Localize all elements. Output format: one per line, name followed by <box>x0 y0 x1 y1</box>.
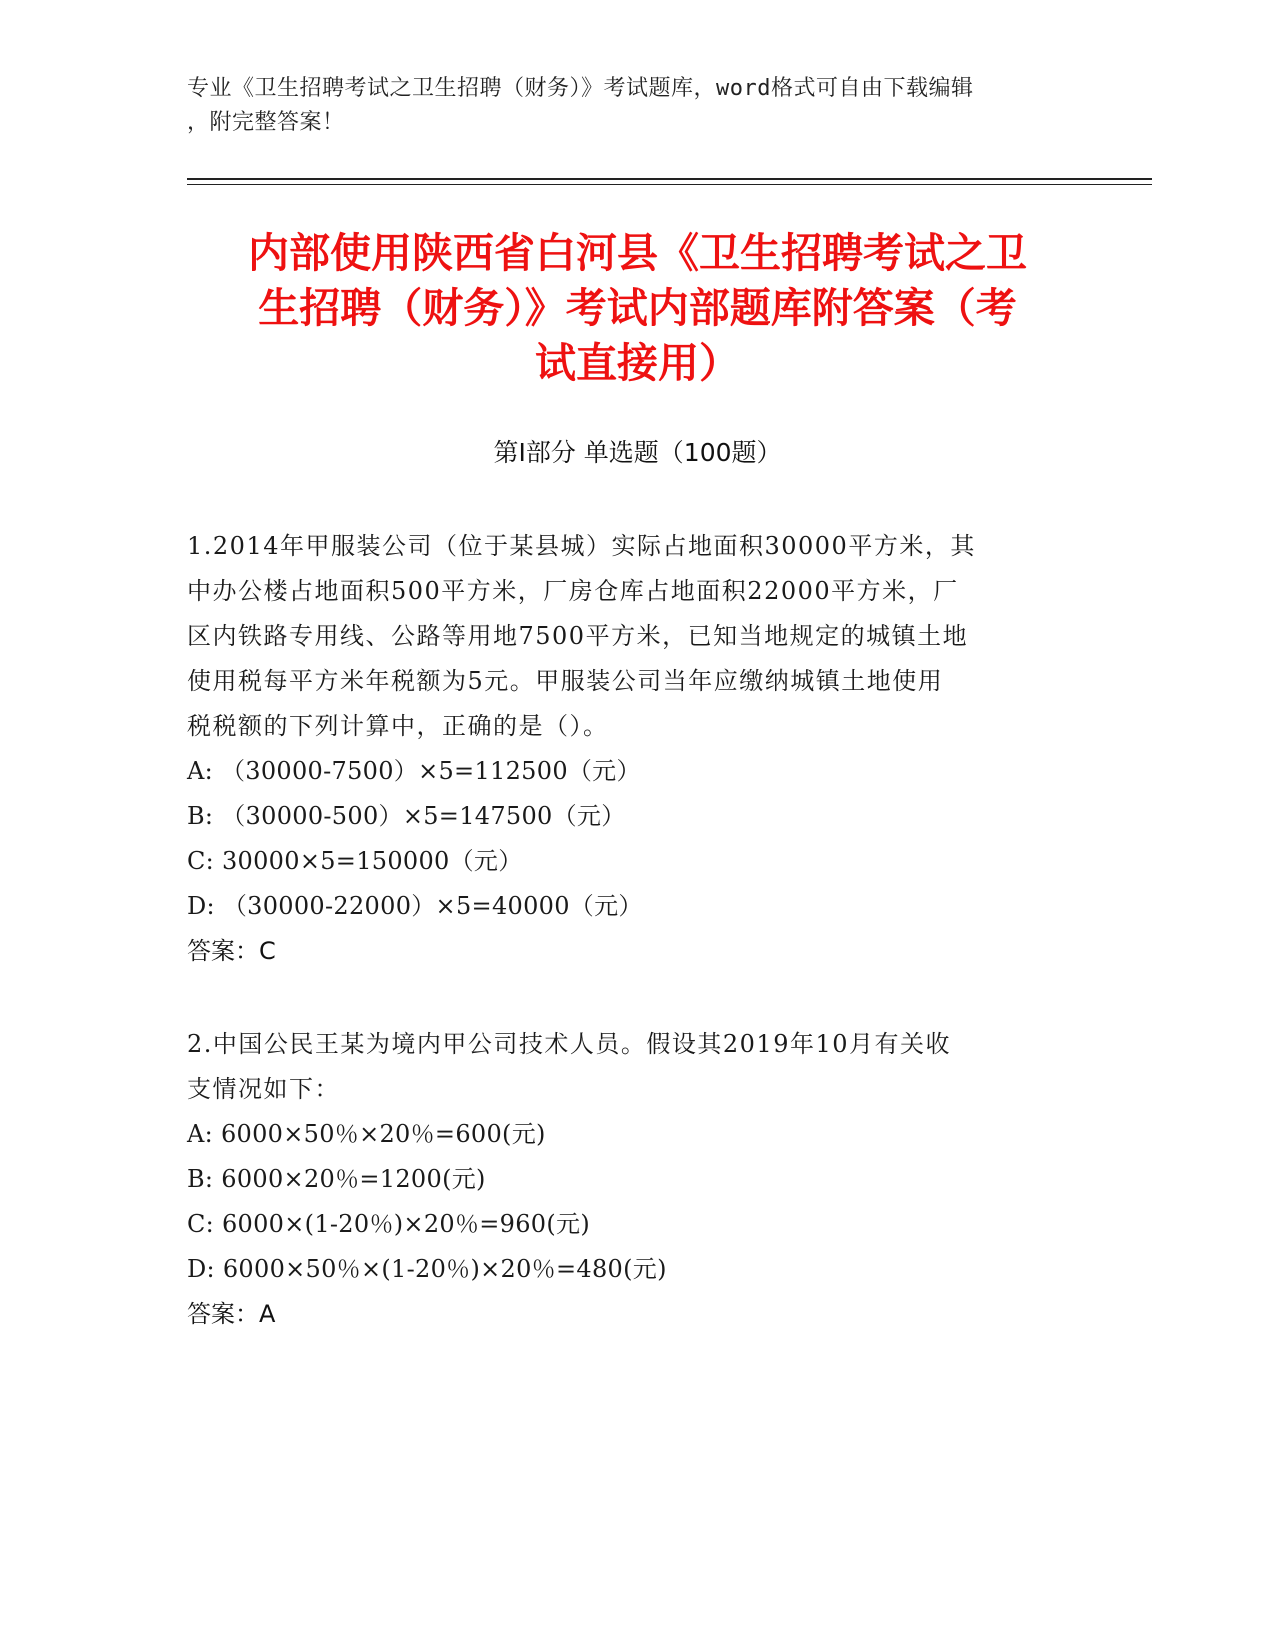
question-stem-line: 支情况如下： <box>187 1075 340 1103</box>
option-b: B: （30000-500）×5=147500（元） <box>187 802 626 830</box>
question-stem-line: 税税额的下列计算中，正确的是（）。 <box>187 712 609 740</box>
question-1 <box>187 524 1087 974</box>
question-stem-line: 中办公楼占地面积500平方米，厂房仓库占地面积22000平方米，厂 <box>187 577 959 605</box>
title-line: 试直接用） <box>535 339 740 387</box>
option-c: C: 6000×(1-20％)×20％=960(元) <box>187 1210 591 1238</box>
header-note <box>187 72 1067 140</box>
header-note-line: 专业《卫生招聘考试之卫生招聘（财务）》考试题库，word格式可自由下载编辑 <box>187 76 974 101</box>
title-line: 内部使用陕西省白河县《卫生招聘考试之卫 <box>248 229 1027 277</box>
title-line: 生招聘（财务）》考试内部题库附答案（考 <box>258 284 1017 332</box>
header-divider <box>187 178 1152 180</box>
option-d: D: 6000×50％×(1-20％)×20％=480(元) <box>187 1255 667 1283</box>
question-2 <box>187 1022 1087 1337</box>
option-a: A: 6000×50％×20％=600(元) <box>187 1120 546 1148</box>
option-b: B: 6000×20％=1200(元) <box>187 1165 486 1193</box>
header-divider-thin <box>187 184 1152 185</box>
question-stem-line: 区内铁路专用线、公路等用地7500平方米，已知当地规定的城镇土地 <box>187 622 969 650</box>
option-c: C: 30000×5=150000（元） <box>187 847 523 875</box>
question-stem-line: 1.2014年甲服装公司（位于某县城）实际占地面积30000平方米，其 <box>187 532 976 560</box>
document-title <box>160 226 1115 391</box>
question-stem-line: 2.中国公民王某为境内甲公司技术人员。假设其2019年10月有关收 <box>187 1030 952 1058</box>
answer-line: 答案：C <box>187 937 276 965</box>
answer-line: 答案：A <box>187 1300 276 1328</box>
section-heading: 第Ⅰ部分 单选题（100题） <box>493 438 782 467</box>
question-stem-line: 使用税每平方米年税额为5元。甲服装公司当年应缴纳城镇土地使用 <box>187 667 944 695</box>
header-note-line: ，附完整答案！ <box>187 110 345 135</box>
option-d: D: （30000-22000）×5=40000（元） <box>187 892 643 920</box>
option-a: A: （30000-7500）×5=112500（元） <box>187 757 641 785</box>
